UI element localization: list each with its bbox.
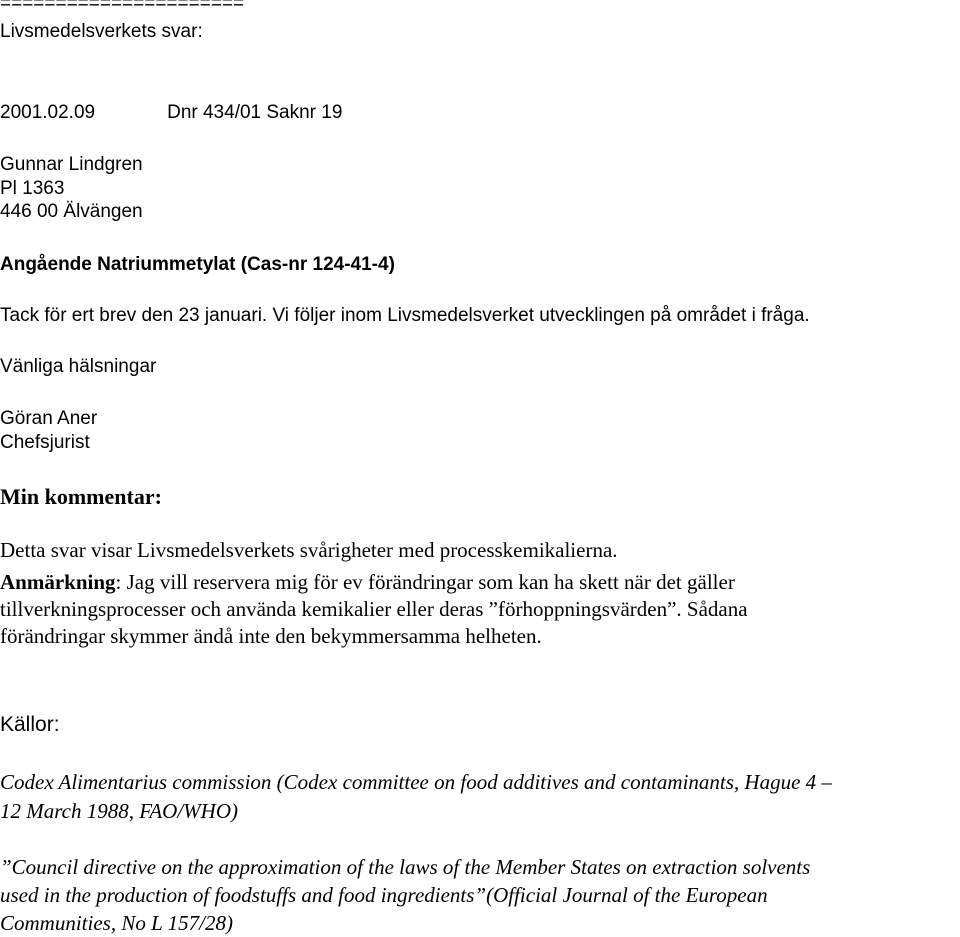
date-reference-line — [0, 101, 342, 125]
note-line-3: förändringar skymmer ändå inte den bekymmersamma helheten. — [0, 624, 542, 648]
recipient-postal: 446 00 Älvängen — [0, 201, 143, 222]
letter-greeting: Vänliga hälsningar — [0, 356, 157, 377]
recipient-box: Pl 1363 — [0, 178, 65, 199]
note-line-2: tillverkningsprocesser och använda kemikalier eller deras ”förhoppningsvärden”. Sådana — [0, 597, 748, 621]
comment-line: Detta svar visar Livsmedelsverkets svårigheter med processkemikalierna. — [0, 538, 618, 562]
comment-heading: Min kommentar: — [0, 484, 162, 509]
note-text-1: : Jag vill reservera mig för ev förändringar som kan ha skett när det gäller — [115, 570, 735, 594]
recipient-name: Gunnar Lindgren — [0, 154, 143, 175]
source-2-line-2: used in the production of foodstuffs and food ingredients”(Official Journal of the European — [0, 883, 768, 907]
source-1-line-1: Codex Alimentarius commission (Codex committee on food additives and contaminants, Hague 4 – — [0, 770, 832, 794]
signature-name: Göran Aner — [0, 408, 98, 429]
separator-line: ====================== — [0, 0, 245, 14]
letter-date: 2001.02.09 — [0, 102, 96, 123]
signature-title: Chefsjurist — [0, 432, 90, 453]
note-line-1 — [0, 569, 735, 596]
source-2-line-3: Communities, No L 157/28) — [0, 911, 233, 935]
source-1-line-2: 12 March 1988, FAO/WHO) — [0, 799, 238, 823]
source-2-line-1: ”Council directive on the approximation of the laws of the Member States on extraction solvents — [0, 855, 811, 879]
letter-header: Livsmedelsverkets svar: — [0, 21, 203, 42]
note-label: Anmärkning — [0, 570, 116, 594]
letter-subject: Angående Natriummetylat (Cas-nr 124-41-4) — [0, 254, 395, 275]
letter-reference: Dnr 434/01 Saknr 19 — [167, 102, 343, 123]
sources-heading: Källor: — [0, 713, 60, 736]
letter-body: Tack för ert brev den 23 januari. Vi följer inom Livsmedelsverket utvecklingen på området i fråga. — [0, 305, 810, 326]
